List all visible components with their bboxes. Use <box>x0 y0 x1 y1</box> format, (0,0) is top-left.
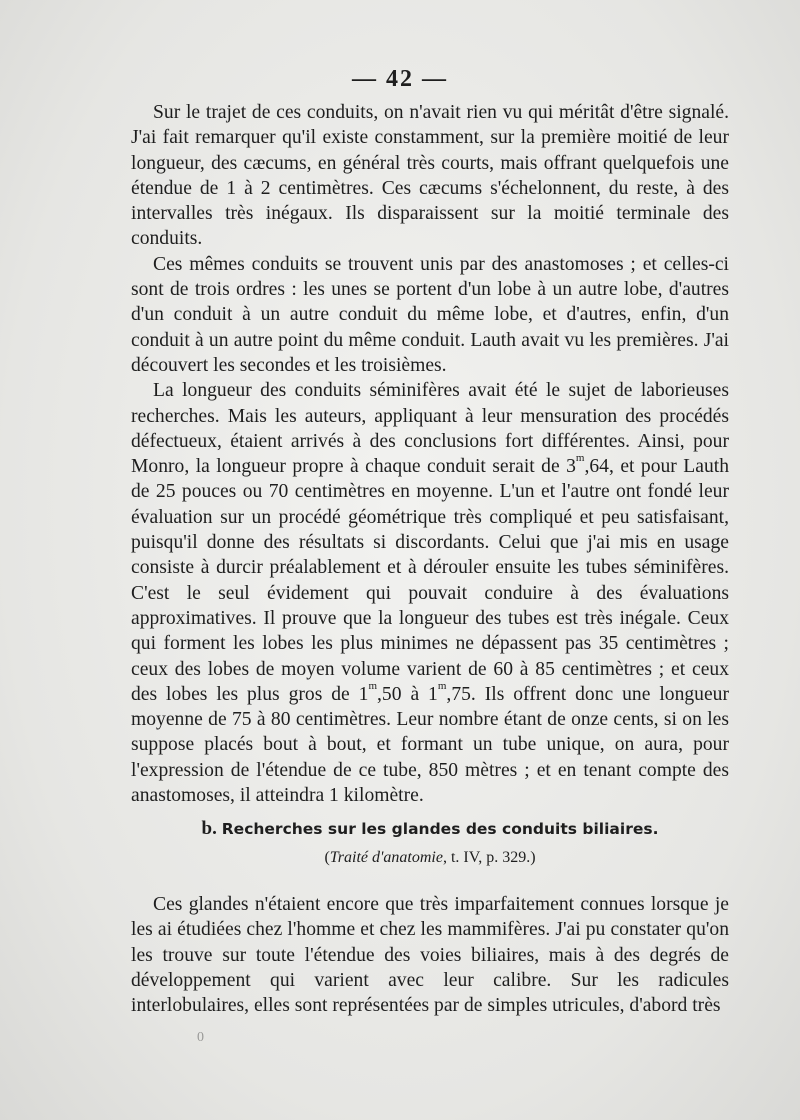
paragraph-conduits-trajet: Sur le trajet de ces conduits, on n'avait rien vu qui méritât d'être signalé. J'ai fait remarquer qu'il existe constamment, sur la première moitié de leur longueur, des cæcums, en général très courts, mais offrant quelquefois une étendue de 1 à 2 centimètres. Ces cæcums s'échelonnent, du reste, à des intervalles très inégaux. Ils disparaissent sur la moitié terminale des conduits. <box>131 102 729 250</box>
body-text <box>131 100 729 1018</box>
reference-open-paren: ( <box>324 848 330 866</box>
section-heading <box>131 816 729 842</box>
paragraph-longueur-part-1: La longueur des conduits séminifères avait été le sujet de laborieuses recherches. Mais les auteurs, appliquant à leur mensuration des procédés défectueux, étaient arrivés à des conclusions fort différentes. Ainsi, pour Monro, la longueur propre à chaque conduit serait de 3 <box>131 380 729 478</box>
paragraph-longueur-part-4: ,75. Ils offrent donc une longueur moyenne de 75 à 80 centimètres. Leur nombre étant de onze cents, si on les suppose placés bout à bout, et formant un tube unique, on aura, pour l'expression de l'étendue de ce tube, 850 mètres ; et en tenant compte des anastomoses, il atteindra 1 kilomètre. <box>131 683 729 807</box>
paragraph-glandes: Ces glandes n'étaient encore que très imparfaitement connues lorsque je les ai étudiées chez l'homme et chez les mammifères. J'ai pu constater qu'on les trouve sur toute l'étendue des voies biliaires, mais à des degrés de développement qui varient avec leur calibre. Sur les radicules interlobulaires, elles sont représentées par de simples utricules, d'abord très <box>131 893 729 1017</box>
page-number: — 42 — <box>352 66 448 92</box>
paragraph-longueur <box>131 378 729 808</box>
paragraph-longueur-part-2: ,64, et pour Lauth de 25 pouces ou 70 centimètres en moyenne. L'un et l'autre ont fondé leur évaluation sur un procédé géométrique très compliqué et peu satisfaisant, puisqu'il donne des résultats si discordants. Celui que j'ai mis en usage consiste à durcir préalablement et à dérouler ensuite les tubes séminifères. C'est le seul évidement qui pouvait conduire à des évaluations approximatives. Il prouve que la longueur des tubes est très inégale. Ceux qui forment les lobes les plus minimes ne dépassent pas 35 centimètres ; ceux des lobes de moyen volume varient de 60 à 85 centimètres ; et ceux des lobes les plus gros de 1 <box>131 456 729 705</box>
paragraph-longueur-part-3: ,50 à 1 <box>377 683 438 705</box>
superscript-m: m <box>575 452 585 465</box>
reference-location: , t. IV, p. 329.) <box>442 848 536 866</box>
paragraph-anastomoses: Ces mêmes conduits se trouvent unis par des anastomoses ; et celles-ci sont de trois ordres : les unes se portent d'un lobe à un autre lobe, d'autres d'un conduit à un autre conduit du même lobe, et d'autres, enfin, d'un conduit à un autre point du même conduit. Lauth avait vu les premières. J'ai découvert les secondes et les troisièmes. <box>131 253 729 376</box>
reference-title: Traité d'anatomie <box>329 848 443 866</box>
section-number: b. <box>201 818 217 840</box>
superscript-m: m <box>368 679 378 692</box>
superscript-m: m <box>437 679 447 692</box>
section-title: Recherches sur les glandes des conduits biliaires. <box>221 820 659 839</box>
bottom-mark: 0 <box>197 1030 204 1045</box>
section-reference <box>131 845 729 870</box>
